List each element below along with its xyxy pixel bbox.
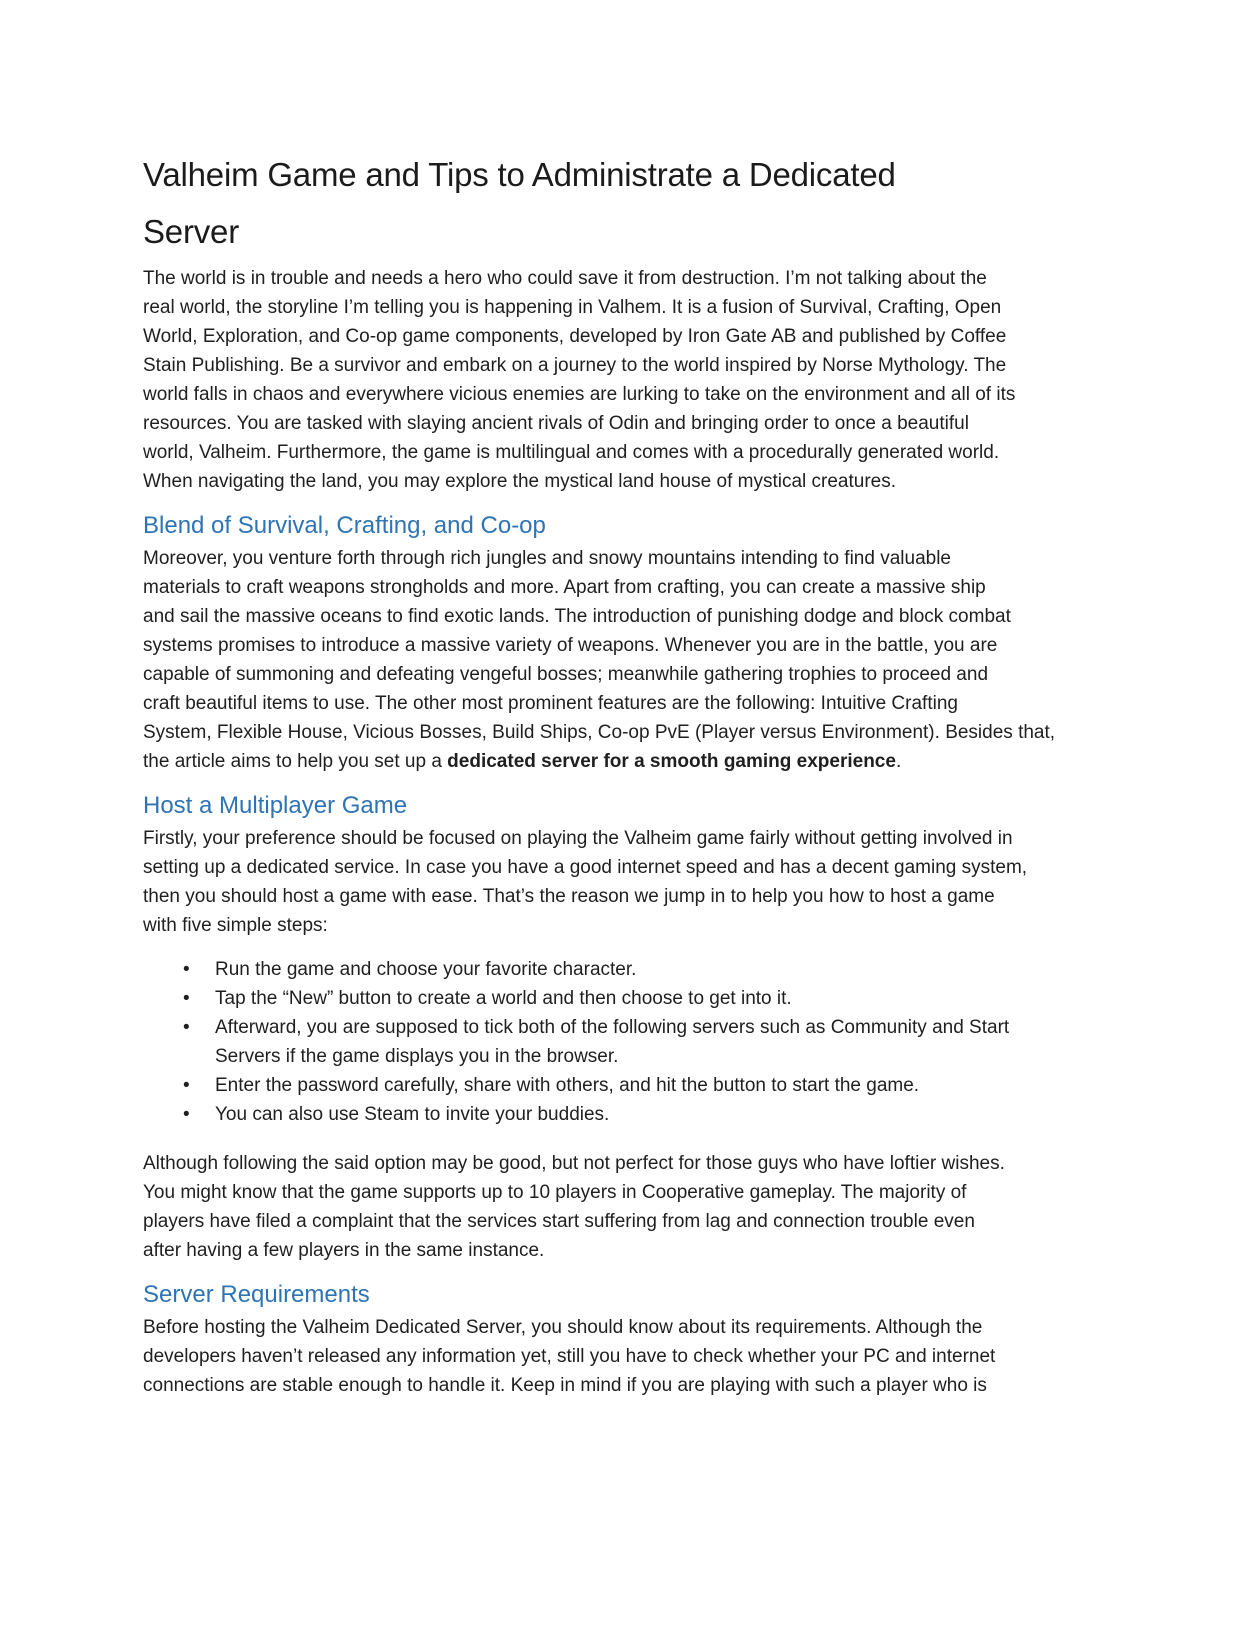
text-line: Although following the said option may be good, but not perfect for those guys who have loftier wishes.: [143, 1153, 1005, 1174]
text-line: Moreover, you venture forth through rich jungles and snowy mountains intending to find valuable: [143, 548, 951, 569]
list-item: [143, 955, 1128, 984]
text-line: players have filed a complaint that the services start suffering from lag and connection trouble even: [143, 1211, 975, 1232]
bullet-icon: •: [183, 1075, 190, 1096]
text-line: systems promises to introduce a massive variety of weapons. Whenever you are in the battle, you are: [143, 635, 998, 656]
text-line: world, Valheim. Furthermore, the game is multilingual and comes with a procedurally generated world.: [143, 442, 1000, 463]
text-line: real world, the storyline I’m telling you is happening in Valhem. It is a fusion of Survival, Crafting, Open: [143, 297, 1002, 318]
list-item-text: Enter the password carefully, share with others, and hit the button to start the game.: [215, 1075, 920, 1096]
text-line: craft beautiful items to use. The other most prominent features are the following: Intuitive Crafting: [143, 693, 958, 714]
section-heading-requirements: Server Requirements: [143, 1281, 370, 1308]
text-run: the article aims to help you set up a: [143, 751, 448, 772]
text-line: developers haven’t released any information yet, still you have to check whether your PC and internet: [143, 1346, 996, 1367]
text-line: Firstly, your preference should be focused on playing the Valheim game fairly without getting involved in: [143, 828, 1013, 849]
text-line: world falls in chaos and everywhere vicious enemies are lurking to take on the environment and all of its: [143, 384, 1016, 405]
bullet-icon: •: [183, 1017, 190, 1038]
text-line: The world is in trouble and needs a hero who could save it from destruction. I’m not talking about the: [143, 268, 987, 289]
host-paragraph: [143, 824, 1128, 940]
text-line-with-bold: [143, 747, 1128, 776]
blend-paragraph: [143, 544, 1128, 776]
section-heading-blend: Blend of Survival, Crafting, and Co-op: [143, 512, 546, 539]
text-line: World, Exploration, and Co-op game components, developed by Iron Gate AB and published by Coffee: [143, 326, 1007, 347]
document-title: [143, 146, 1128, 260]
list-item-text: You can also use Steam to invite your buddies.: [215, 1104, 610, 1125]
text-line: System, Flexible House, Vicious Bosses, Build Ships, Co-op PvE (Player versus Environment). Besides that,: [143, 722, 1056, 743]
list-item: [143, 1100, 1128, 1129]
text-line: and sail the massive oceans to find exotic lands. The introduction of punishing dodge and block combat: [143, 606, 1011, 627]
text-line: Afterward, you are supposed to tick both of the following servers such as Community and Start: [215, 1017, 1010, 1038]
section-heading-host: Host a Multiplayer Game: [143, 792, 408, 819]
steps-bullet-list: [143, 955, 1128, 1129]
text-run: .: [895, 751, 902, 772]
text-line: setting up a dedicated service. In case you have a good internet speed and has a decent gaming system,: [143, 857, 1028, 878]
text-line: resources. You are tasked with slaying ancient rivals of Odin and bringing order to once a beautiful: [143, 413, 969, 434]
text-line: then you should host a game with ease. That’s the reason we jump in to help you how to host a game: [143, 886, 995, 907]
list-item: [143, 984, 1128, 1013]
bold-text-run: dedicated server for a smooth gaming experience: [447, 751, 896, 772]
although-paragraph: [143, 1149, 1128, 1265]
text-line: materials to craft weapons strongholds and more. Apart from crafting, you can create a massive ship: [143, 577, 986, 598]
list-item-text: Tap the “New” button to create a world and then choose to get into it.: [215, 988, 792, 1009]
text-line: capable of summoning and defeating vengeful bosses; meanwhile gathering trophies to proceed and: [143, 664, 989, 685]
list-item-text: Run the game and choose your favorite character.: [215, 959, 637, 980]
text-line: after having a few players in the same instance.: [143, 1240, 545, 1261]
text-line: Servers if the game displays you in the browser.: [215, 1046, 619, 1067]
text-line: with five simple steps:: [143, 915, 328, 936]
title-line: Server: [143, 213, 239, 250]
bullet-icon: •: [183, 988, 190, 1009]
bullet-icon: •: [183, 959, 190, 980]
list-item: [143, 1071, 1128, 1100]
list-item: [143, 1013, 1128, 1071]
text-line: You might know that the game supports up to 10 players in Cooperative gameplay. The majority of: [143, 1182, 967, 1203]
text-line: Stain Publishing. Be a survivor and embark on a journey to the world inspired by Norse Mythology. The: [143, 355, 1007, 376]
text-line: Before hosting the Valheim Dedicated Server, you should know about its requirements. Although the: [143, 1317, 983, 1338]
list-item-text: [215, 1013, 1128, 1071]
text-line: connections are stable enough to handle it. Keep in mind if you are playing with such a player who is: [143, 1375, 987, 1396]
intro-paragraph: [143, 264, 1128, 496]
title-line: Valheim Game and Tips to Administrate a Dedicated: [143, 156, 896, 193]
requirements-paragraph: [143, 1313, 1128, 1400]
bullet-icon: •: [183, 1104, 190, 1125]
text-line: When navigating the land, you may explore the mystical land house of mystical creatures.: [143, 471, 896, 492]
